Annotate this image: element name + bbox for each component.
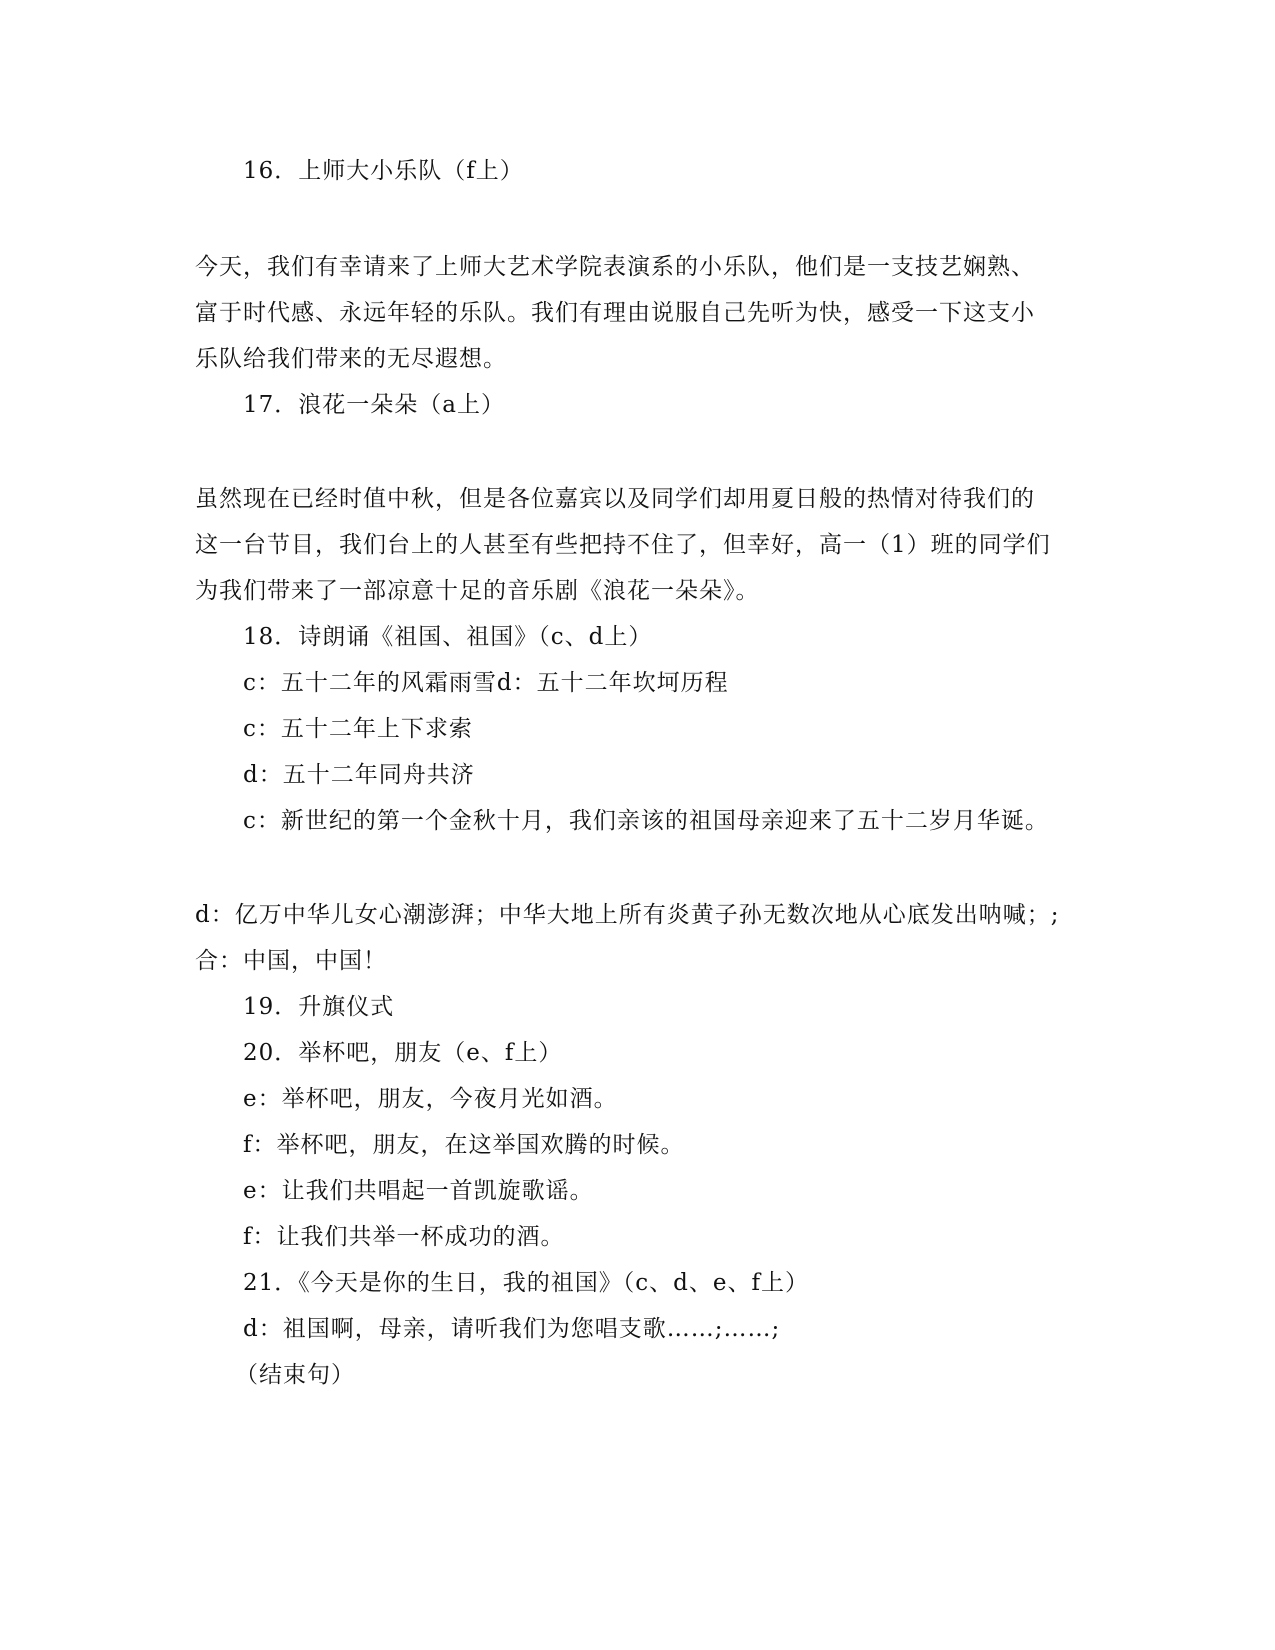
dialogue-line: d：亿万中华儿女心潮澎湃；中华大地上所有炎黄子孙无数次地从心底发出呐喊；;	[195, 902, 1060, 928]
dialogue-line: e：举杯吧，朋友，今夜月光如酒。	[243, 1086, 618, 1112]
dialogue-line: c：五十二年上下求索	[243, 716, 473, 742]
dialogue-line: e：让我们共唱起一首凯旋歌谣。	[243, 1178, 594, 1204]
section-heading-19: 19．升旗仪式	[243, 994, 395, 1020]
dialogue-line: d：五十二年同舟共济	[243, 762, 475, 788]
dialogue-line: f：举杯吧，朋友，在这举国欢腾的时候。	[243, 1132, 685, 1158]
dialogue-line: c：新世纪的第一个金秋十月，我们亲该的祖国母亲迎来了五十二岁月华诞。	[243, 808, 1049, 834]
paragraph-line: 为我们带来了一部凉意十足的音乐剧《浪花一朵朵》。	[195, 578, 760, 604]
paragraph-line: 虽然现在已经时值中秋，但是各位嘉宾以及同学们却用夏日般的热情对待我们的	[195, 486, 1035, 512]
paragraph-line: 乐队给我们带来的无尽遐想。	[195, 346, 507, 372]
dialogue-line: f：让我们共举一杯成功的酒。	[243, 1224, 565, 1250]
dialogue-line: c：五十二年的风霜雨雪d：五十二年坎坷历程	[243, 670, 729, 696]
paragraph-line: 今天，我们有幸请来了上师大艺术学院表演系的小乐队，他们是一支技艺娴熟、	[195, 254, 1035, 280]
section-heading-20: 20．举杯吧，朋友（e、f上）	[243, 1040, 563, 1066]
section-heading-21: 21．《今天是你的生日，我的祖国》（c、d、e、f上）	[243, 1270, 809, 1296]
section-heading-18: 18．诗朗诵《祖国、祖国》（c、d上）	[243, 624, 653, 650]
paragraph-line: 富于时代感、永远年轻的乐队。我们有理由说服自己先听为快，感受一下这支小	[195, 300, 1035, 326]
section-heading-16: 16．上师大小乐队（f上）	[243, 158, 524, 184]
dialogue-line: 合：中国，中国！	[195, 948, 387, 974]
dialogue-line: d：祖国啊，母亲，请听我们为您唱支歌……;……;	[243, 1316, 781, 1342]
section-heading-17: 17．浪花一朵朵（a上）	[243, 392, 505, 418]
closing-note: （结束句）	[235, 1362, 355, 1388]
paragraph-line: 这一台节目，我们台上的人甚至有些把持不住了，但幸好，高一（1）班的同学们	[195, 532, 1051, 558]
